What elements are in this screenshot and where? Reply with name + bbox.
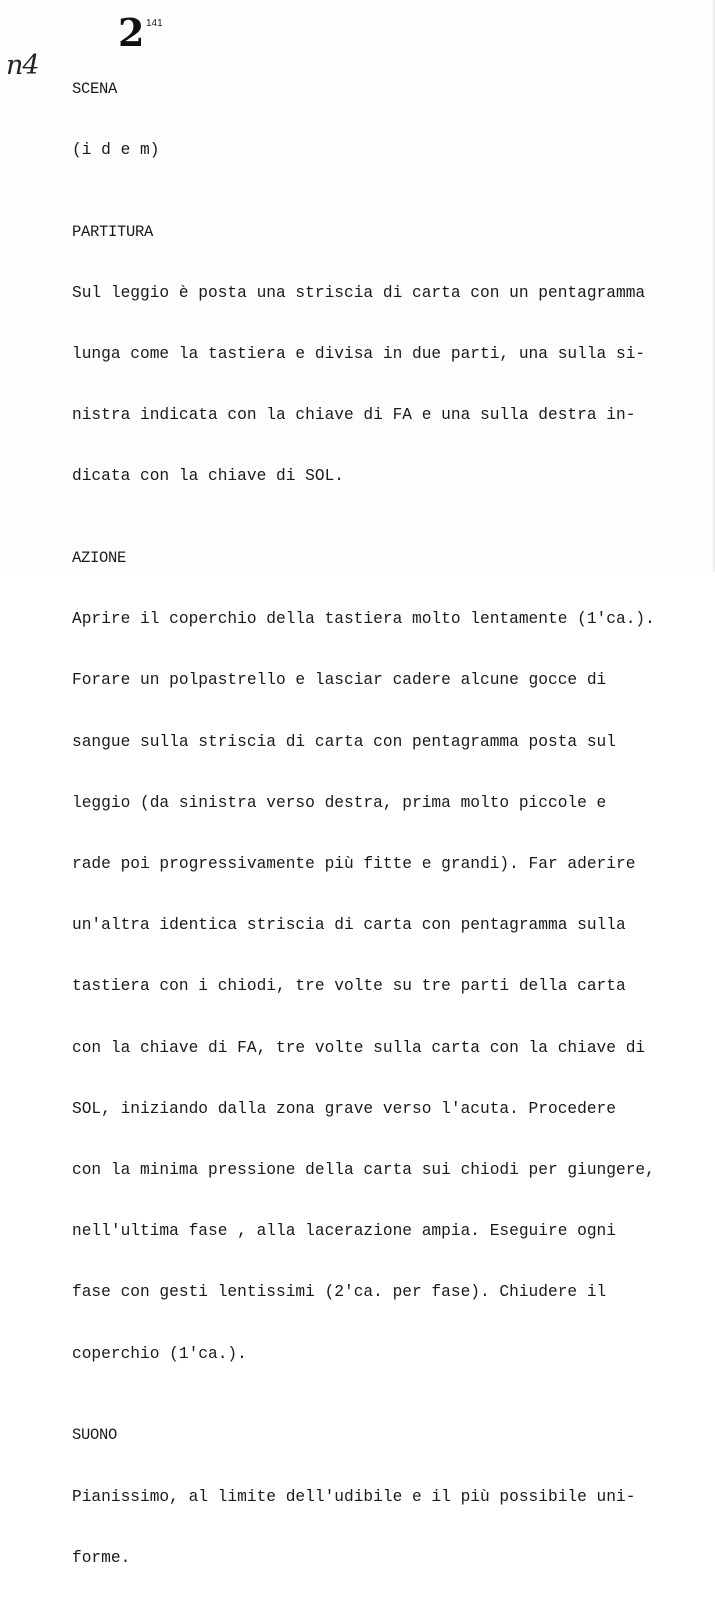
suono-line: Pianissimo, al limite dell'udibile e il più possibile uni- — [72, 1487, 636, 1506]
azione-line: nell'ultima fase , alla lacerazione ampia. Eseguire ogni — [72, 1222, 616, 1241]
partitura-line: dicata con la chiave di SOL. — [72, 467, 344, 486]
azione-line: fase con gesti lentissimi (2'ca. per fase). Chiudere il — [72, 1283, 607, 1302]
azione-line: Aprire il coperchio della tastiera molto lentamente (1'ca.). — [72, 610, 655, 629]
partitura-line: lunga come la tastiera e divisa in due parti, una sulla si- — [72, 345, 646, 364]
handwritten-margin-note: n4 — [6, 50, 39, 81]
azione-line: leggio (da sinistra verso destra, prima molto piccole e — [72, 793, 607, 812]
partitura-heading: PARTITURA — [72, 222, 154, 241]
page-number-stamp: 2 — [118, 10, 145, 55]
page-number-small: 141 — [146, 18, 163, 29]
partitura-line: nistra indicata con la chiave di FA e una sulla destra in- — [72, 406, 636, 425]
azione-line: rade poi progressivamente più fitte e grandi). Far aderire — [72, 855, 636, 874]
typescript-body — [72, 38, 712, 1609]
azione-line: con la chiave di FA, tre volte sulla carta con la chiave di — [72, 1038, 646, 1057]
suono-heading: SUONO — [72, 1426, 118, 1445]
azione-line: Forare un polpastrello e lasciar cadere alcune gocce di — [72, 671, 607, 690]
azione-heading: AZIONE — [72, 549, 127, 568]
scene-subheading: (i d e m) — [72, 141, 160, 160]
scene-heading: SCENA — [72, 79, 118, 98]
azione-line: coperchio (1'ca.). — [72, 1344, 247, 1363]
azione-line: tastiera con i chiodi, tre volte su tre parti della carta — [72, 977, 626, 996]
partitura-line: Sul leggio è posta una striscia di carta con un pentagramma — [72, 283, 646, 302]
suono-line: forme. — [72, 1548, 131, 1567]
azione-line: SOL, iniziando dalla zona grave verso l'acuta. Procedere — [72, 1099, 616, 1118]
azione-line: un'altra identica striscia di carta con pentagramma sulla — [72, 916, 626, 935]
azione-line: con la minima pressione della carta sui chiodi per giungere, — [72, 1161, 655, 1180]
azione-line: sangue sulla striscia di carta con pentagramma posta sul — [72, 732, 616, 751]
